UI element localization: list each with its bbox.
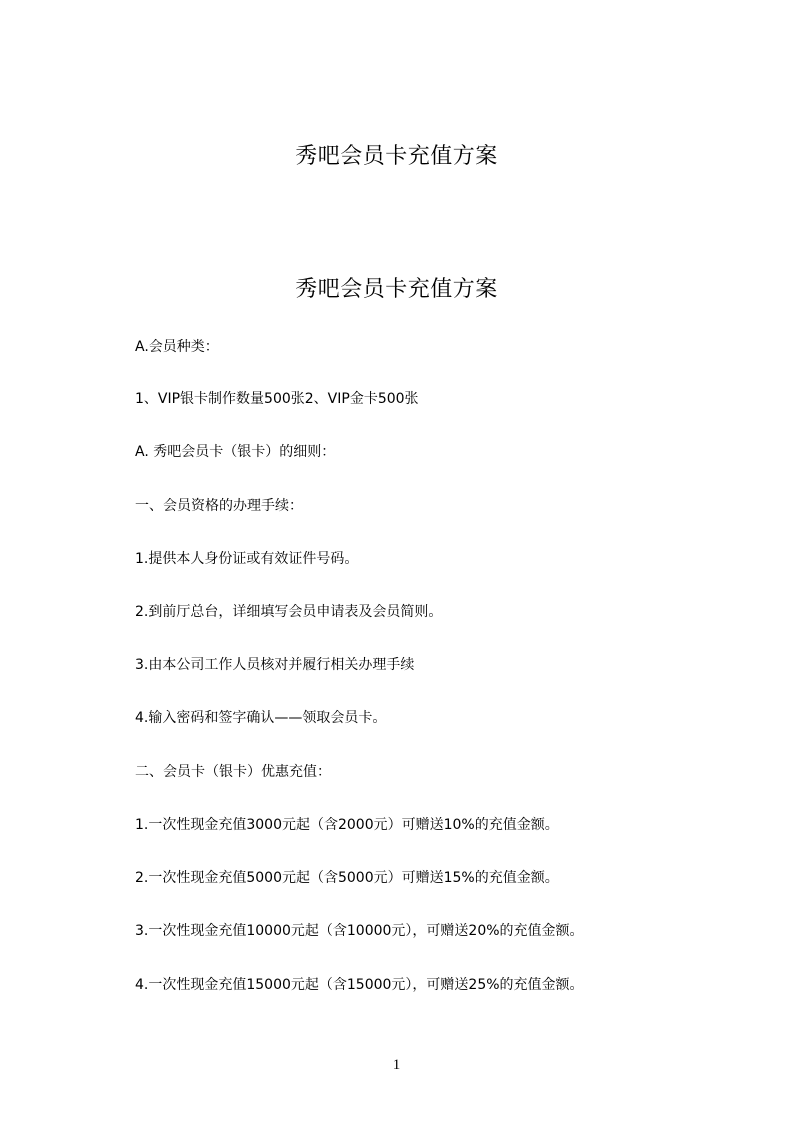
silver-card-rules-heading: A. 秀吧会员卡（银卡）的细则：	[135, 444, 336, 460]
card-quantity-line: 1、VIP银卡制作数量500张2、VIP金卡500张	[135, 391, 419, 407]
procedure-step-1: 1.提供本人身份证或有效证件号码。	[135, 551, 359, 567]
document-main-title: 秀吧会员卡充值方案	[295, 277, 498, 302]
section-two-heading: 二、会员卡（银卡）优惠充值：	[135, 764, 331, 780]
member-type-heading: A.会员种类：	[135, 339, 219, 355]
page-number: 1	[392, 1057, 401, 1073]
procedure-step-3: 3.由本公司工作人员核对并履行相关办理手续	[135, 657, 415, 673]
document-header-title: 秀吧会员卡充值方案	[295, 144, 498, 169]
procedure-step-4: 4.输入密码和签字确认——领取会员卡。	[135, 710, 387, 726]
recharge-offer-2: 2.一次性现金充值5000元起（含5000元）可赠送15%的充值金额。	[135, 870, 559, 886]
recharge-offer-1: 1.一次性现金充值3000元起（含2000元）可赠送10%的充值金额。	[135, 817, 559, 833]
procedure-step-2: 2.到前厅总台，详细填写会员申请表及会员简则。	[135, 604, 443, 620]
section-one-heading: 一、会员资格的办理手续：	[135, 498, 303, 514]
recharge-offer-3: 3.一次性现金充值10000元起（含10000元），可赠送20%的充值金额。	[135, 923, 584, 939]
recharge-offer-4: 4.一次性现金充值15000元起（含15000元），可赠送25%的充值金额。	[135, 977, 584, 993]
